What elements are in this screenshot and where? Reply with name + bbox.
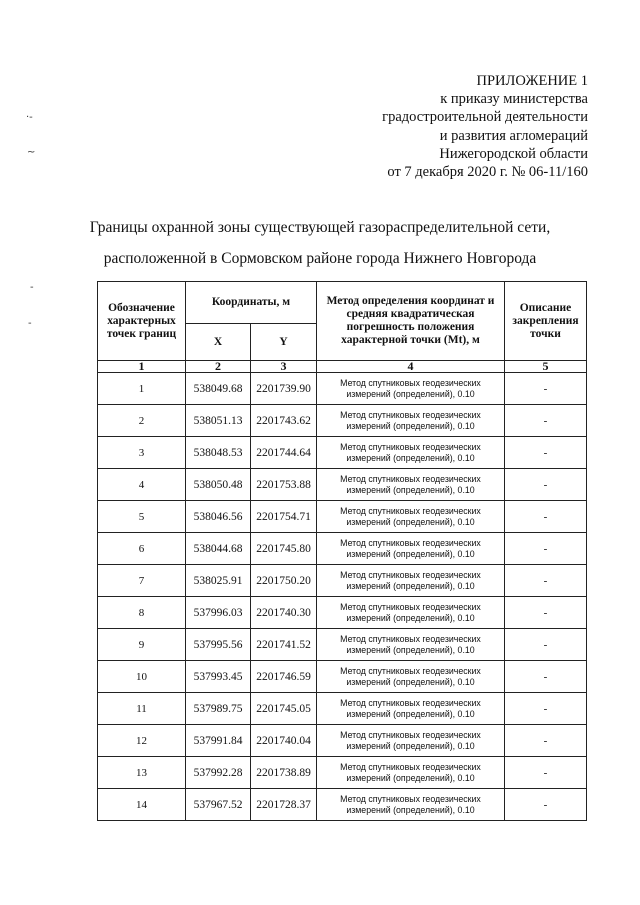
fixing-description: -	[505, 437, 587, 469]
coordinate-x: 538051.13	[186, 405, 251, 437]
table-row	[98, 373, 587, 405]
table-row	[98, 757, 587, 789]
fixing-description: -	[505, 693, 587, 725]
point-number: 11	[98, 693, 186, 725]
header-y: Y	[251, 324, 317, 361]
coordinate-y: 2201741.52	[251, 629, 317, 661]
scan-mark: ~	[27, 147, 36, 158]
coordinate-x: 538025.91	[186, 565, 251, 597]
fixing-description: -	[505, 725, 587, 757]
coordinate-y: 2201740.04	[251, 725, 317, 757]
method-description: Метод спутниковых геодезических измерений (определений), 0.10	[317, 597, 505, 629]
column-number: 1	[98, 361, 186, 373]
table-body	[98, 373, 587, 821]
table-row	[98, 725, 587, 757]
table-row	[98, 437, 587, 469]
header-line: к приказу министерства	[440, 91, 588, 108]
method-description: Метод спутниковых геодезических измерений (определений), 0.10	[317, 373, 505, 405]
point-number: 2	[98, 405, 186, 437]
method-description: Метод спутниковых геодезических измерений (определений), 0.10	[317, 757, 505, 789]
point-number: 3	[98, 437, 186, 469]
method-description: Метод спутниковых геодезических измерений (определений), 0.10	[317, 629, 505, 661]
header-coordinates: Координаты, м	[186, 282, 317, 324]
coordinate-y: 2201754.71	[251, 501, 317, 533]
method-description: Метод спутниковых геодезических измерений (определений), 0.10	[317, 693, 505, 725]
method-description: Метод спутниковых геодезических измерений (определений), 0.10	[317, 565, 505, 597]
header-line: ПРИЛОЖЕНИЕ 1	[476, 73, 588, 89]
method-description: Метод спутниковых геодезических измерений (определений), 0.10	[317, 725, 505, 757]
column-number: 5	[505, 361, 587, 373]
table-row	[98, 629, 587, 661]
coordinate-y: 2201745.05	[251, 693, 317, 725]
table-row	[98, 405, 587, 437]
point-number: 4	[98, 469, 186, 501]
point-number: 12	[98, 725, 186, 757]
coordinate-y: 2201738.89	[251, 757, 317, 789]
column-number: 3	[251, 361, 317, 373]
fixing-description: -	[505, 757, 587, 789]
point-number: 8	[98, 597, 186, 629]
coordinate-y: 2201740.30	[251, 597, 317, 629]
table-row	[98, 469, 587, 501]
coordinate-x: 538048.53	[186, 437, 251, 469]
method-description: Метод спутниковых геодезических измерений (определений), 0.10	[317, 405, 505, 437]
point-number: 13	[98, 757, 186, 789]
coordinate-y: 2201750.20	[251, 565, 317, 597]
scan-mark: ·-	[26, 112, 33, 123]
column-number: 2	[186, 361, 251, 373]
point-number: 1	[98, 373, 186, 405]
coordinate-x: 537993.45	[186, 661, 251, 693]
table-row	[98, 693, 587, 725]
header-line: градостроительной деятельности	[382, 109, 588, 126]
title-line: Границы охранной зоны существующей газораспределительной сети,	[89, 219, 551, 236]
fixing-description: -	[505, 789, 587, 821]
point-number: 5	[98, 501, 186, 533]
coordinate-x: 537991.84	[186, 725, 251, 757]
coordinate-x: 538049.68	[186, 373, 251, 405]
method-description: Метод спутниковых геодезических измерений (определений), 0.10	[317, 661, 505, 693]
fixing-description: -	[505, 565, 587, 597]
point-number: 7	[98, 565, 186, 597]
column-number: 4	[317, 361, 505, 373]
method-description: Метод спутниковых геодезических измерений (определений), 0.10	[317, 501, 505, 533]
coordinate-x: 538046.56	[186, 501, 251, 533]
document-header	[382, 72, 588, 181]
table-row	[98, 597, 587, 629]
table-row	[98, 565, 587, 597]
fixing-description: -	[505, 469, 587, 501]
coordinate-y: 2201753.88	[251, 469, 317, 501]
fixing-description: -	[505, 501, 587, 533]
coordinate-x: 538050.48	[186, 469, 251, 501]
coordinate-x: 537995.56	[186, 629, 251, 661]
scan-mark: -	[28, 318, 32, 329]
title-line: расположенной в Сормовском районе города Нижнего Новгорода	[103, 250, 537, 267]
coordinate-y: 2201745.80	[251, 533, 317, 565]
fixing-description: -	[505, 597, 587, 629]
fixing-description: -	[505, 373, 587, 405]
coordinate-x: 538044.68	[186, 533, 251, 565]
method-description: Метод спутниковых геодезических измерений (определений), 0.10	[317, 533, 505, 565]
method-description: Метод спутниковых геодезических измерений (определений), 0.10	[317, 469, 505, 501]
fixing-description: -	[505, 629, 587, 661]
fixing-description: -	[505, 405, 587, 437]
fixing-description: -	[505, 661, 587, 693]
point-number: 9	[98, 629, 186, 661]
table-row	[98, 789, 587, 821]
coordinates-table	[97, 281, 587, 821]
table-row	[98, 661, 587, 693]
header-line: Нижегородской области	[439, 145, 588, 162]
header-line: и развития агломераций	[439, 127, 588, 144]
coordinate-x: 537989.75	[186, 693, 251, 725]
point-number: 14	[98, 789, 186, 821]
coordinate-x: 537992.28	[186, 757, 251, 789]
header-description: Описание закрепления точки	[505, 282, 587, 361]
header-point-designation: Обозначение характерных точек границ	[98, 282, 186, 361]
coordinate-y: 2201743.62	[251, 405, 317, 437]
method-description: Метод спутниковых геодезических измерений (определений), 0.10	[317, 789, 505, 821]
coordinate-y: 2201744.64	[251, 437, 317, 469]
coordinate-y: 2201746.59	[251, 661, 317, 693]
point-number: 6	[98, 533, 186, 565]
header-x: X	[186, 324, 251, 361]
scan-mark: -	[30, 282, 34, 293]
fixing-description: -	[505, 533, 587, 565]
document-title	[0, 212, 640, 274]
coordinate-x: 537996.03	[186, 597, 251, 629]
point-number: 10	[98, 661, 186, 693]
coordinate-y: 2201728.37	[251, 789, 317, 821]
coordinate-x: 537967.52	[186, 789, 251, 821]
method-description: Метод спутниковых геодезических измерений (определений), 0.10	[317, 437, 505, 469]
table-row	[98, 533, 587, 565]
table-row	[98, 501, 587, 533]
header-method: Метод определения координат и средняя квадратическая погрешность положения характерной точки (Mt), м	[317, 282, 505, 361]
header-line: от 7 декабря 2020 г. № 06-11/160	[387, 164, 588, 181]
coordinate-y: 2201739.90	[251, 373, 317, 405]
